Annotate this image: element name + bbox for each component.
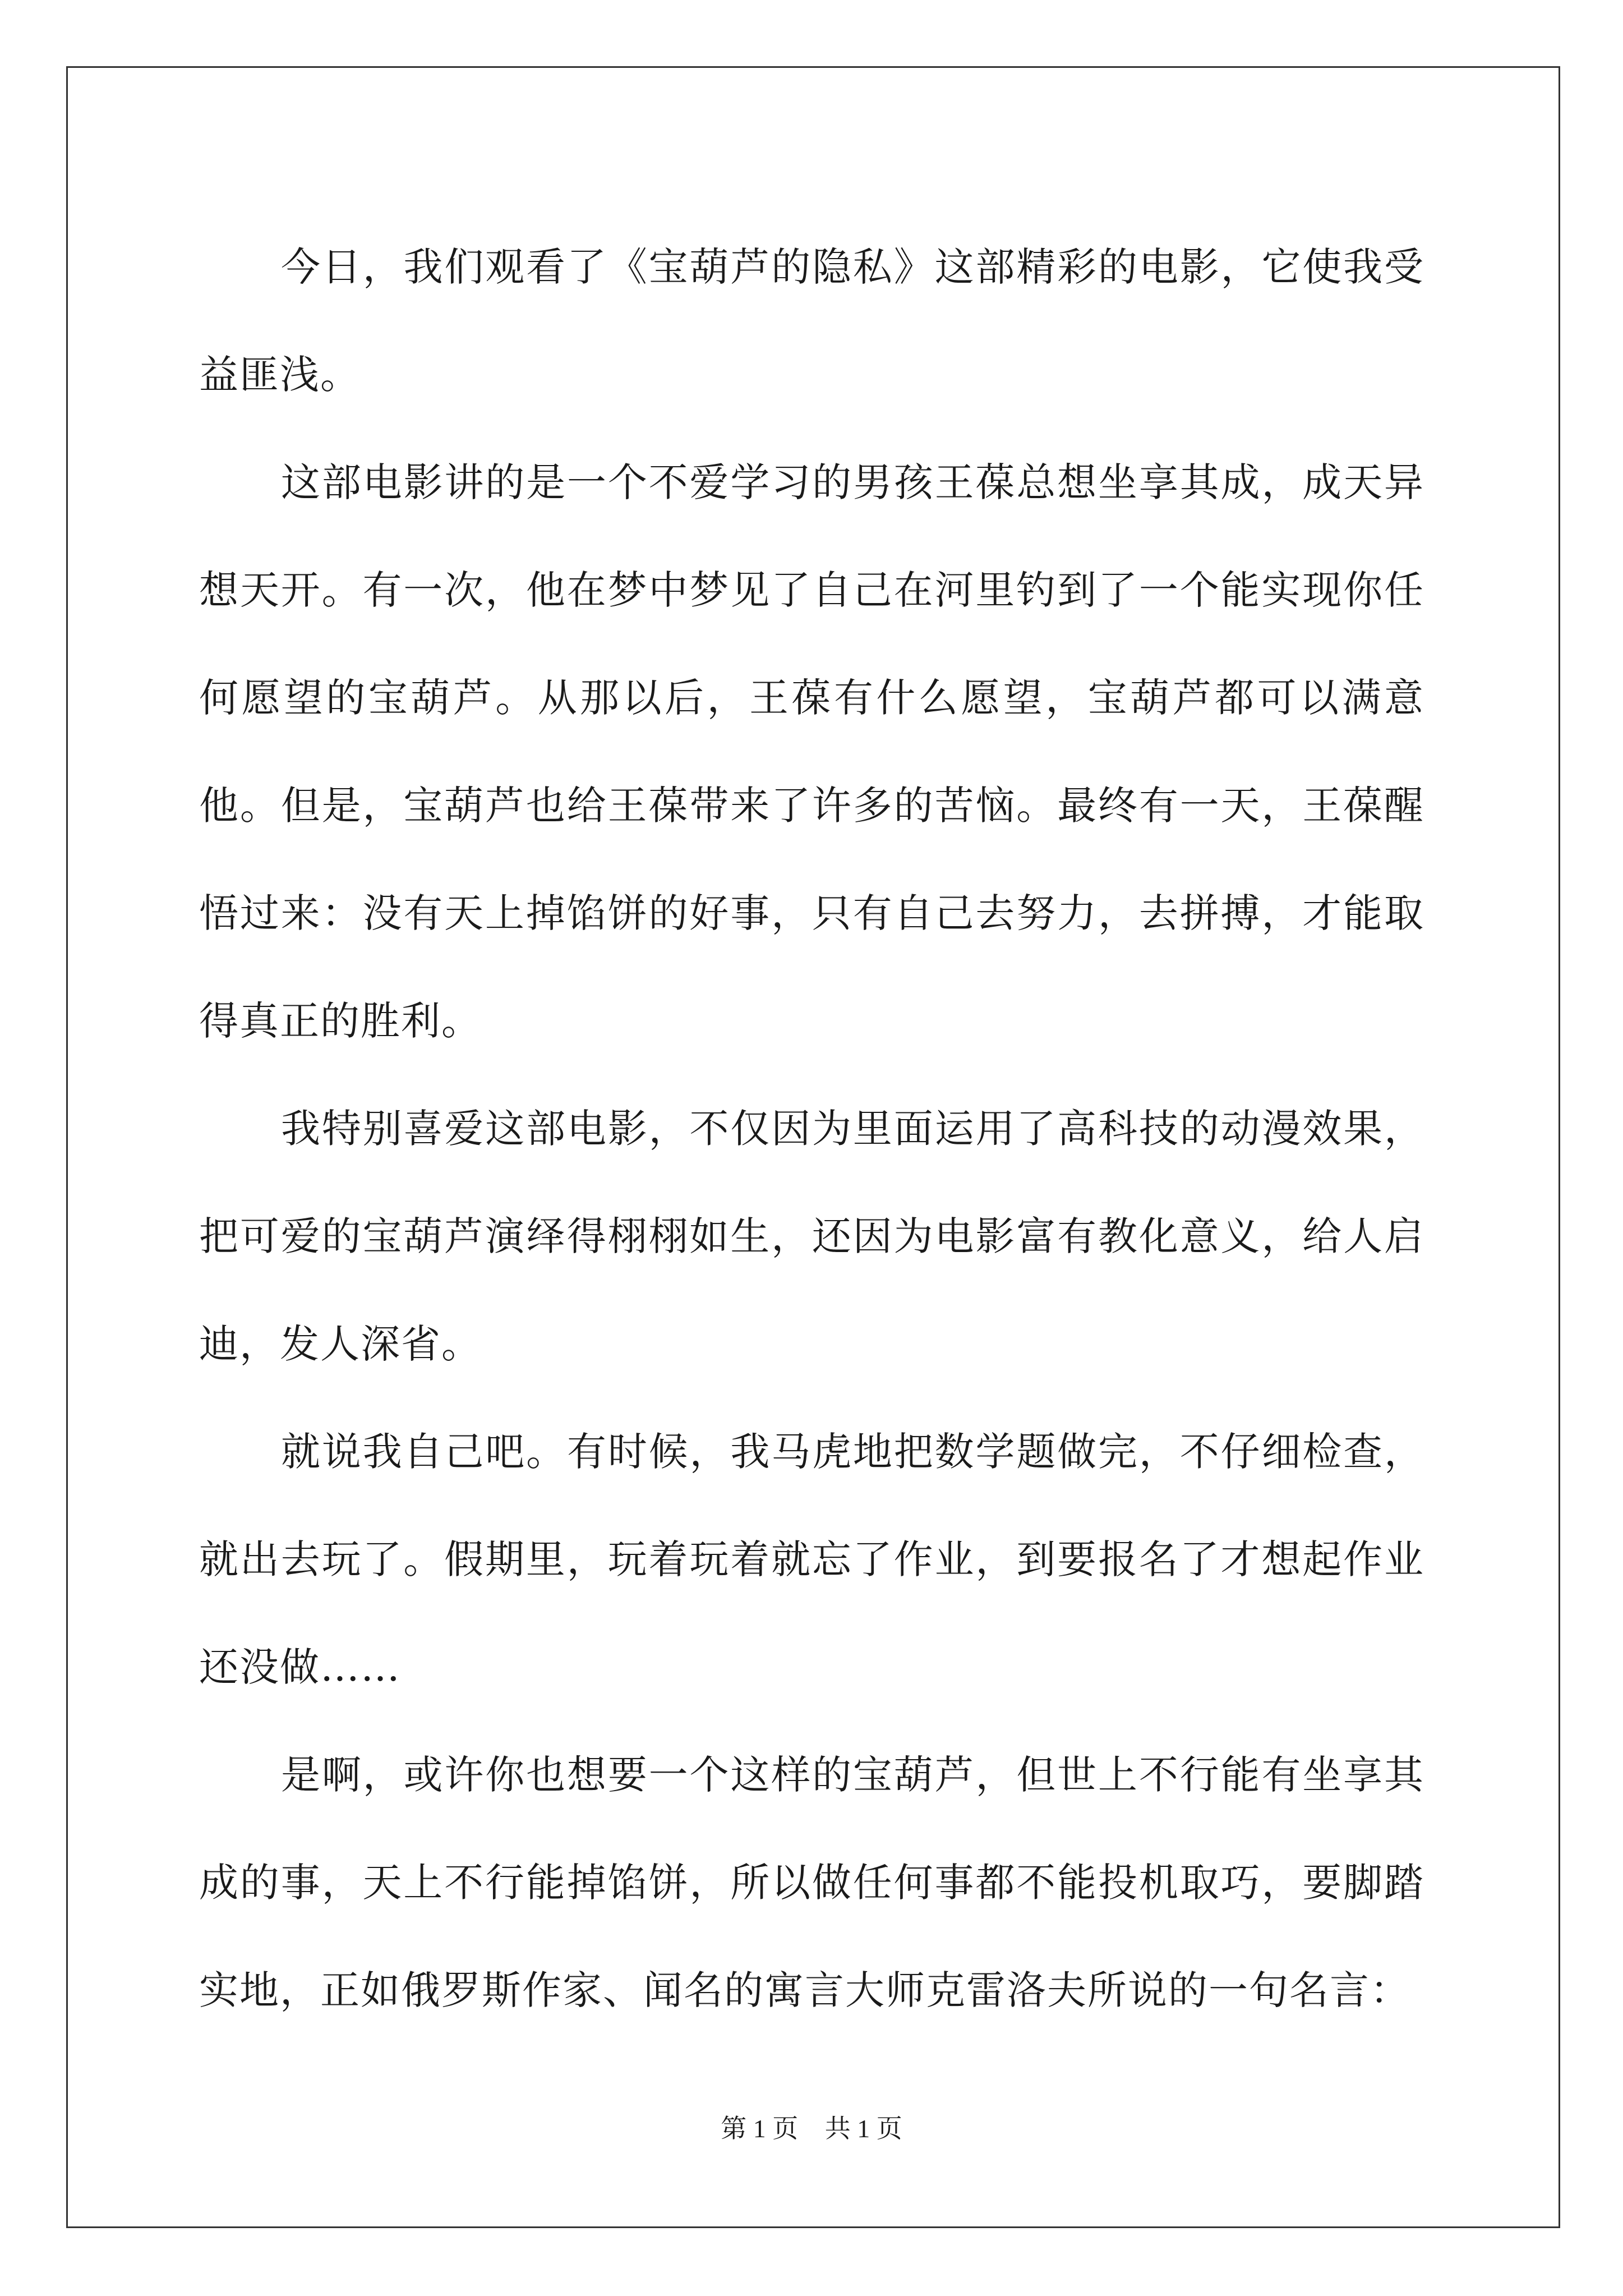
paragraph-2: 这部电影讲的是一个不爱学习的男孩王葆总想坐享其成，成天异想天开。有一次，他在梦中梦见了自己在河里钓到了一个能实现你任何愿望的宝葫芦。从那以后，王葆有什么愿望，宝葫芦都可以满意他。但是，宝葫芦也给王葆带来了许多的苦恼。最终有一天，王葆醒悟过来：没有天上掉馅饼的好事，只有自己去努力，去拼搏，才能取得真正的胜利。 [199,459,1424,1044]
paragraph-5: 是啊，或许你也想要一个这样的宝葫芦，但世上不行能有坐享其成的事，天上不行能掉馅饼，所以做任何事都不能投机取巧，要脚踏实地，正如俄罗斯作家、闻名的寓言大师克雷洛夫所说的一句名言： [199,1752,1424,2013]
page-footer [0,2112,1623,2146]
paragraph-4: 就说我自己吧。有时候，我马虎地把数学题做完，不仔细检查，就出去玩了。假期里，玩着玩着就忘了作业，到要报名了才想起作业还没做…… [199,1429,1424,1690]
page-number: 第 1 页 [721,2114,799,2143]
paragraph-1: 今日，我们观看了《宝葫芦的隐私》这部精彩的电影，它使我受益匪浅。 [199,244,1424,398]
paragraph-3: 我特别喜爱这部电影，不仅因为里面运用了高科技的动漫效果，把可爱的宝葫芦演绎得栩栩如生，还因为电影富有教化意义，给人启迪，发人深省。 [199,1106,1424,1367]
page-total: 共 1 页 [824,2114,902,2143]
document-body [199,213,1424,2044]
